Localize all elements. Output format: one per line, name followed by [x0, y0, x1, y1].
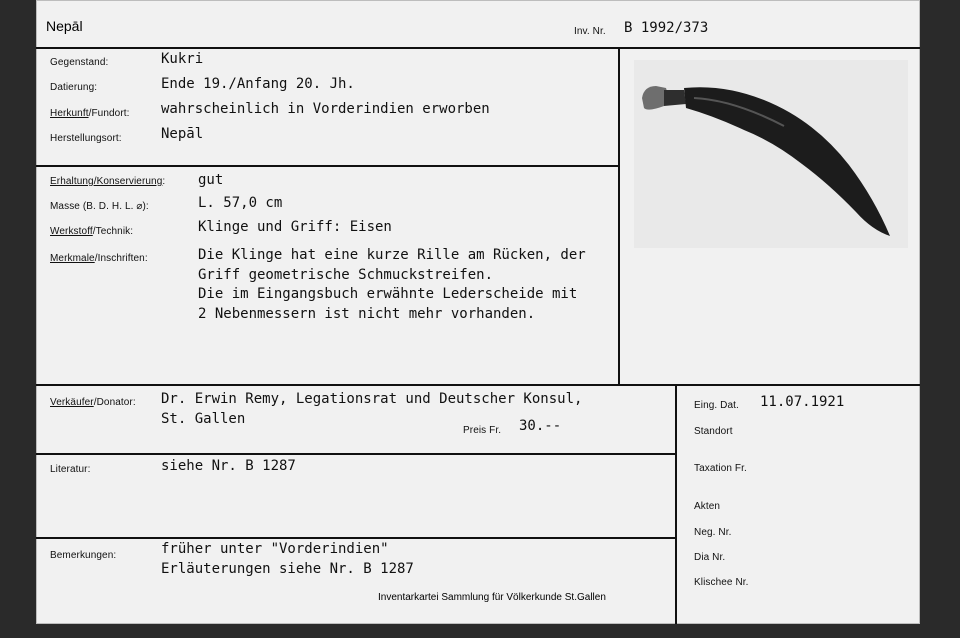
gegenstand-value: Kukri: [161, 51, 204, 67]
verkaeufer-label: Verkäufer/Donator:: [50, 397, 136, 408]
masse-value: L. 57,0 cm: [198, 195, 283, 211]
bemerkungen-line: Erläuterungen siehe Nr. B 1287: [161, 560, 414, 577]
masse-label: Masse (B. D. H. L. ⌀):: [50, 201, 149, 212]
werkstoff-value: Klinge und Griff: Eisen: [198, 219, 392, 235]
merkmale-line: Die im Eingangsbuch erwähnte Lederscheide mit: [198, 286, 578, 302]
section-rule-4: [36, 537, 676, 539]
eing-dat-value: 11.07.1921: [760, 394, 845, 410]
inv-nr-value: B 1992/373: [624, 20, 709, 36]
bemerkungen-label: Bemerkungen:: [50, 550, 117, 561]
herstellungsort-label: Herstellungsort:: [50, 133, 122, 144]
herkunft-label: Herkunft/Fundort:: [50, 108, 130, 119]
werkstoff-label: Werkstoff/Technik:: [50, 226, 134, 237]
catalog-card: [36, 0, 920, 624]
bemerkungen-line: früher unter "Vorderindien": [161, 541, 389, 557]
merkmale-line: Die Klinge hat eine kurze Rille am Rücken, der: [198, 247, 586, 263]
merkmale-line: Griff geometrische Schmuckstreifen.: [198, 266, 494, 283]
kukri-image: [634, 60, 908, 248]
section-rule-3: [36, 453, 676, 455]
card-footer: Inventarkartei Sammlung für Völkerkunde St.Gallen: [378, 592, 606, 603]
erhaltung-label: Erhaltung/Konservierung:: [50, 176, 166, 187]
akten-label: Akten: [694, 501, 721, 512]
gegenstand-label: Gegenstand:: [50, 57, 109, 68]
taxation-label: Taxation Fr.: [694, 463, 747, 474]
column-divider-top: [618, 47, 620, 385]
standort-label: Standort: [694, 426, 733, 437]
header-rule: [36, 47, 920, 49]
verkaeufer-line: Dr. Erwin Remy, Legationsrat und Deutscher Konsul,: [161, 391, 583, 407]
literatur-label: Literatur:: [50, 464, 91, 475]
preis-value: 30.--: [519, 418, 562, 434]
verkaeufer-line: St. Gallen: [161, 410, 246, 427]
datierung-value: Ende 19./Anfang 20. Jh.: [161, 76, 355, 92]
datierung-label: Datierung:: [50, 82, 98, 93]
herstellungsort-value: Nepāl: [161, 126, 204, 142]
section-rule-1: [36, 165, 619, 167]
merkmale-label: Merkmale/Inschriften:: [50, 253, 148, 264]
merkmale-line: 2 Nebenmessern ist nicht mehr vorhanden.: [198, 305, 536, 322]
column-divider-bottom: [675, 384, 677, 624]
section-rule-2: [36, 384, 920, 386]
eing-dat-label: Eing. Dat.: [694, 400, 739, 411]
kukri-photo: [634, 60, 908, 248]
herkunft-value: wahrscheinlich in Vorderindien erworben: [161, 101, 490, 117]
neg-nr-label: Neg. Nr.: [694, 527, 732, 538]
dia-nr-label: Dia Nr.: [694, 552, 726, 563]
inv-nr-label: Inv. Nr.: [574, 26, 606, 37]
bemerkungen-text: [161, 540, 414, 579]
klischee-nr-label: Klischee Nr.: [694, 577, 749, 588]
region-title: Nepāl: [46, 18, 83, 34]
literatur-value: siehe Nr. B 1287: [161, 458, 296, 474]
preis-label: Preis Fr.: [463, 425, 502, 436]
merkmale-text: [198, 246, 586, 324]
erhaltung-value: gut: [198, 172, 224, 188]
